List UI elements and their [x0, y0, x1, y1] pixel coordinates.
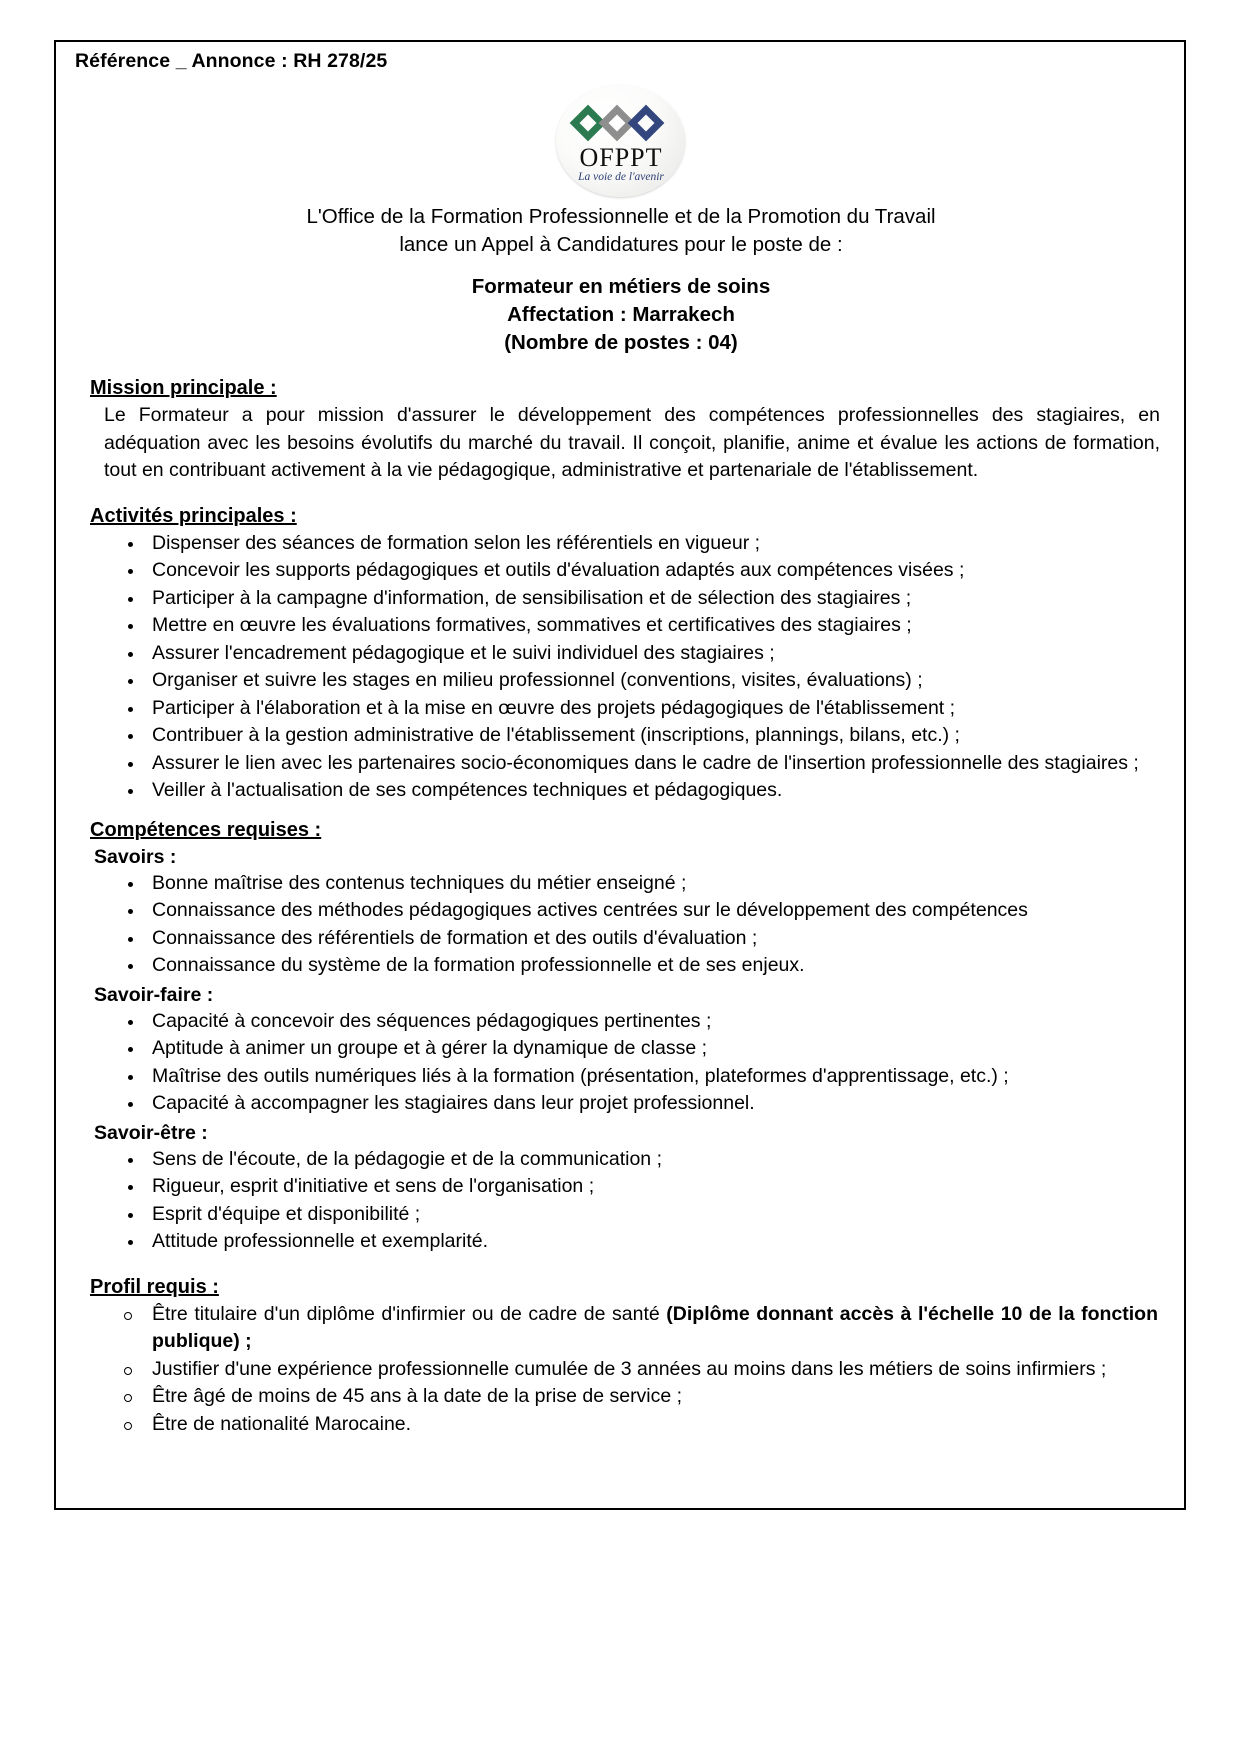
list-item: Assurer le lien avec les partenaires socio-économiques dans le cadre de l'insertion professionnelle des stagiaires ; [152, 750, 1170, 778]
list-item: Dispenser des séances de formation selon les référentiels en vigueur ; [152, 530, 1170, 558]
list-item: Capacité à concevoir des séquences pédagogiques pertinentes ; [152, 1008, 1170, 1036]
section-heading-profil: Profil requis : [90, 1275, 219, 1298]
list-item: Maîtrise des outils numériques liés à la formation (présentation, plateformes d'apprentissage, etc.) ; [152, 1063, 1170, 1091]
list-item: Connaissance des référentiels de formation et des outils d'évaluation ; [152, 925, 1170, 953]
list-item [152, 1301, 1170, 1356]
list-item: Capacité à accompagner les stagiaires dans leur projet professionnel. [152, 1090, 1170, 1118]
list-item: Participer à l'élaboration et à la mise en œuvre des projets pédagogiques de l'établissement ; [152, 695, 1170, 723]
list-item: Être de nationalité Marocaine. [152, 1411, 1170, 1439]
list-item: Participer à la campagne d'information, de sensibilisation et de sélection des stagiaires ; [152, 585, 1170, 613]
savoirs-list [72, 870, 1170, 980]
section-heading-mission: Mission principale : [90, 377, 277, 399]
list-item: Organiser et suivre les stages en milieu professionnel (conventions, visites, évaluations) ; [152, 667, 1170, 695]
document-content [72, 44, 1170, 1438]
section-heading-activites: Activités principales : [90, 504, 297, 527]
activites-list [72, 530, 1170, 805]
list-item: Veiller à l'actualisation de ses compétences techniques et pédagogiques. [152, 777, 1170, 805]
job-heading-block [72, 273, 1170, 357]
subheading-savoir-faire: Savoir-faire : [94, 983, 214, 1006]
logo-wordmark: OFPPT [579, 143, 663, 172]
list-item: Contribuer à la gestion administrative de l'établissement (inscriptions, plannings, bilans, etc.) ; [152, 722, 1170, 750]
job-title: Formateur en métiers de soins [471, 275, 771, 298]
logo-tagline: La voie de l'avenir [578, 171, 664, 183]
list-item: Sens de l'écoute, de la pédagogie et de la communication ; [152, 1146, 1170, 1174]
job-affectation: Affectation : Marrakech [507, 303, 735, 326]
savoir-faire-list [72, 1008, 1170, 1118]
reference-annonce: Référence _ Annonce : RH 278/25 [75, 50, 388, 72]
list-item: Être âgé de moins de 45 ans à la date de la prise de service ; [152, 1383, 1170, 1411]
list-item: Esprit d'équipe et disponibilité ; [152, 1201, 1170, 1229]
savoir-etre-list [72, 1146, 1170, 1256]
intro-line-1: L'Office de la Formation Professionnelle et de la Promotion du Travail [306, 205, 936, 228]
job-posts-count: (Nombre de postes : 04) [504, 331, 738, 354]
list-item: Bonne maîtrise des contenus techniques du métier enseigné ; [152, 870, 1170, 898]
list-item: Aptitude à animer un groupe et à gérer la dynamique de classe ; [152, 1035, 1170, 1063]
ofppt-logo-icon [547, 85, 695, 197]
logo-diamonds-icon [571, 107, 671, 141]
subheading-savoirs: Savoirs : [94, 845, 177, 868]
list-item: Connaissance du système de la formation professionnelle et de ses enjeux. [152, 952, 1170, 980]
profil-list [72, 1301, 1170, 1439]
diamond-blue-icon [628, 105, 665, 142]
mission-paragraph: Le Formateur a pour mission d'assurer le développement des compétences professionnelles des stagiaires, en adéquation avec les besoins évolutifs du marché du travail. Il conçoit, planifie, anime et évalue les actions de formation, tout en contribuant activement à la vie pédagogique, administrative et partenariale de l'établissement. [104, 404, 1160, 481]
organization-intro [72, 203, 1170, 259]
list-item: Connaissance des méthodes pédagogiques actives centrées sur le développement des compétences [152, 897, 1170, 925]
intro-line-2: lance un Appel à Candidatures pour le poste de : [399, 233, 843, 256]
section-heading-competences: Compétences requises : [90, 818, 322, 841]
subheading-savoir-etre: Savoir-être : [94, 1121, 208, 1144]
list-item: Mettre en œuvre les évaluations formatives, sommatives et certificatives des stagiaires ; [152, 612, 1170, 640]
list-item: Justifier d'une expérience professionnelle cumulée de 3 années au moins dans les métiers de soins infirmiers ; [152, 1356, 1170, 1384]
list-item: Attitude professionnelle et exemplarité. [152, 1228, 1170, 1256]
logo-container [72, 85, 1170, 197]
profil-item-1-bold: (Diplôme donnant accès à l'échelle 10 de la fonction publique) ; [152, 1302, 1158, 1352]
list-item: Assurer l'encadrement pédagogique et le suivi individuel des stagiaires ; [152, 640, 1170, 668]
list-item: Rigueur, esprit d'initiative et sens de l'organisation ; [152, 1173, 1170, 1201]
list-item: Concevoir les supports pédagogiques et outils d'évaluation adaptés aux compétences visées ; [152, 557, 1170, 585]
profil-item-1-plain: Être titulaire d'un diplôme d'infirmier ou de cadre de santé [152, 1302, 667, 1325]
